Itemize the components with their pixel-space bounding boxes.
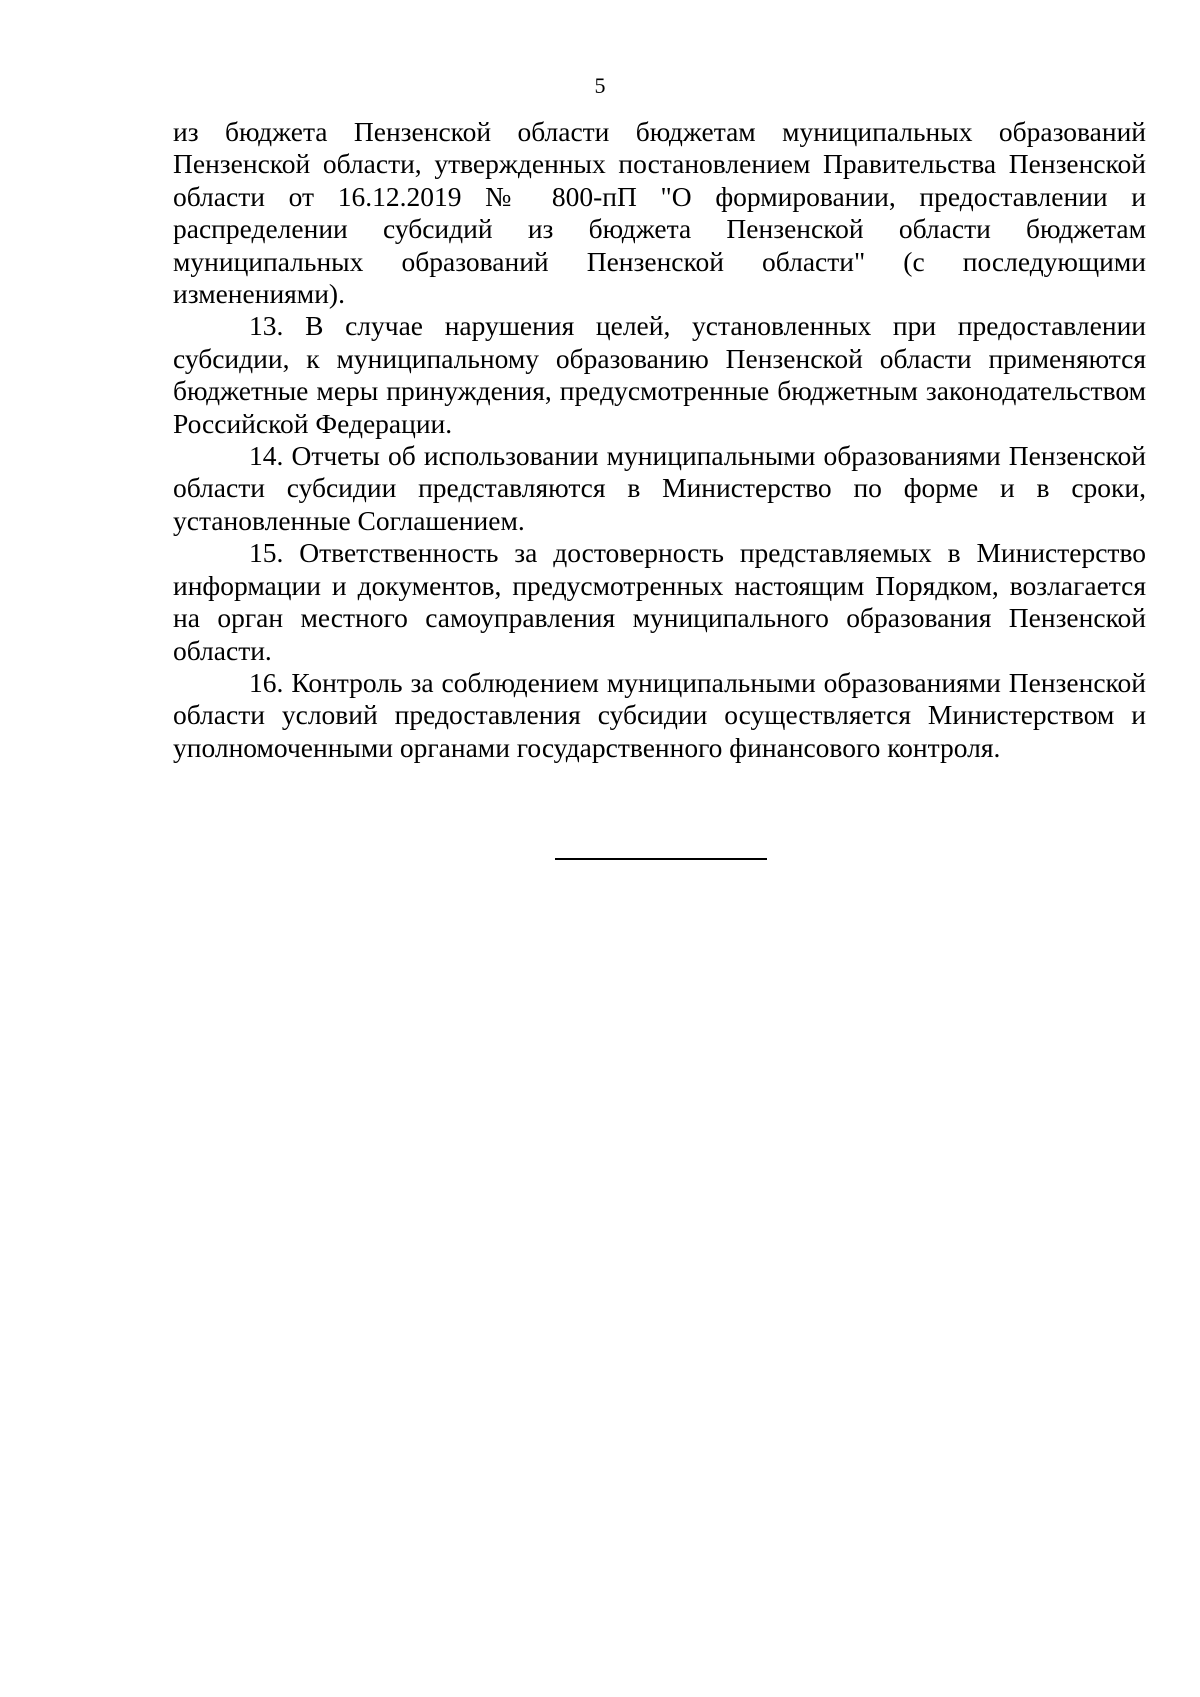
page-number: 5 (594, 73, 606, 98)
paragraph-item-15: 15. Ответственность за достоверность представляемых в Министерство информации и документов, предусмотренных настоящим Порядком, возлагается на орган местного самоуправления муниципального образования Пензенской области. (173, 537, 1146, 666)
closing-divider-line (555, 858, 767, 860)
paragraph-continuation: из бюджета Пензенской области бюджетам муниципальных образований Пензенской области, утвержденных постановлением Правительства Пензенской области от 16.12.2019 № 800-пП "О формировании, предоставлении и распределении субсидий из бюджета Пензенской области бюджетам муниципальных образований Пензенской области" (с последующими изменениями). (173, 116, 1146, 310)
document-body (173, 116, 1146, 764)
paragraph-item-13: 13. В случае нарушения целей, установленных при предоставлении субсидии, к муниципальному образованию Пензенской области применяются бюджетные меры принуждения, предусмотренные бюджетным законодательством Российской Федерации. (173, 310, 1146, 439)
paragraph-item-16: 16. Контроль за соблюдением муниципальными образованиями Пензенской области условий предоставления субсидии осуществляется Министерством и уполномоченными органами государственного финансового контроля. (173, 666, 1146, 763)
paragraph-item-14: 14. Отчеты об использовании муниципальными образованиями Пензенской области субсидии представляются в Министерство по форме и в сроки, установленные Соглашением. (173, 440, 1146, 536)
